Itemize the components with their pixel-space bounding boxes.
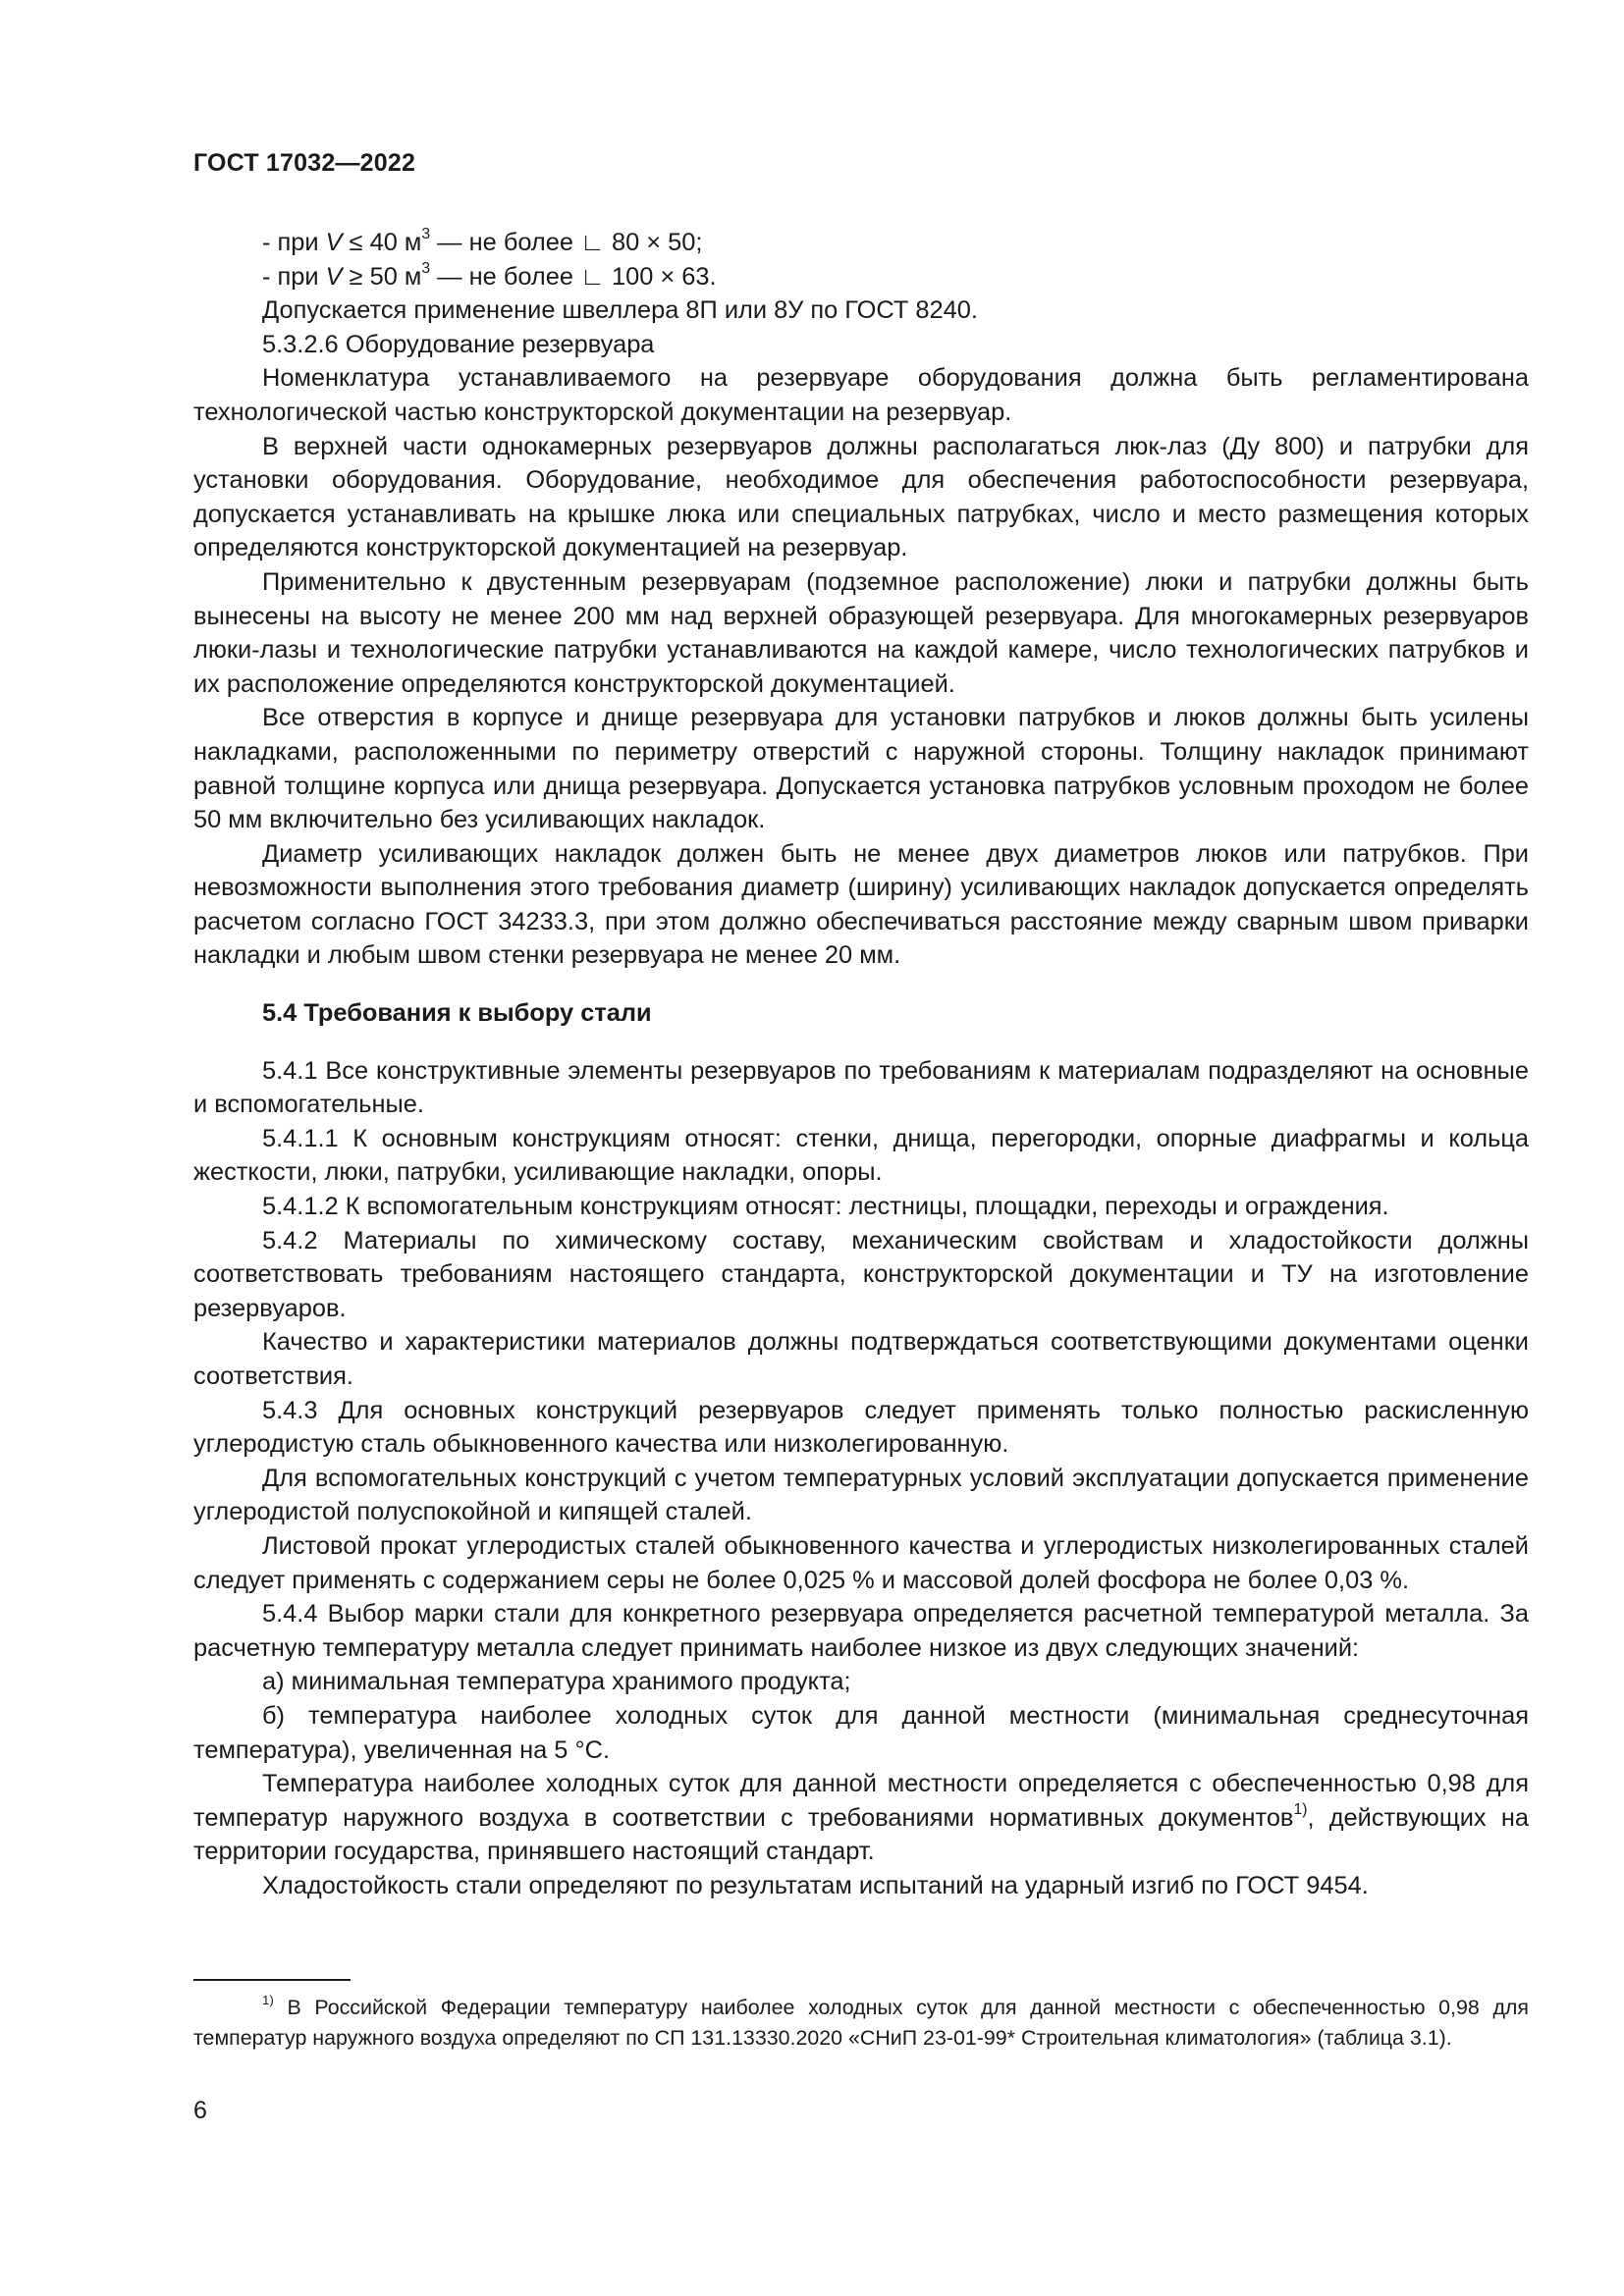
main-content: [193, 226, 1529, 1903]
paragraph: Все отверстия в корпусе и днище резервуара для установки патрубков и люков должны быть усилены накладками, расположенными по периметру отверстий с наружной стороны. Толщину накладок принимают равной толщине корпуса или днища резервуара. Допускается установка патрубков условным проходом не более 50 мм включительно без усиливающих накладок.: [193, 704, 1529, 834]
footnote-divider: [193, 1979, 351, 1981]
list-item: - при V ≤ 40 $м^3$ — не более ∟ 80 × 50;: [262, 226, 703, 256]
footnote: $^{1)}$ В Российской Федерации температуру наиболее холодных суток для данной местности с обеспеченностью 0,98 для температур наружного воздуха определяют по СП 131.13330.2020 «СНиП 23-01-99* Строительная климатология» (таблица 3.1).: [193, 1993, 1529, 2050]
paragraph: Температура наиболее холодных суток для данной местности определяется с обеспеченностью 0,98 для температур наружного воздуха в соответствии с требованиями нормативных документов$^{1)}$, действующих на территории государства, принявшего настоящий стандарт.: [193, 1770, 1529, 1866]
list-item: а) минимальная температура хранимого продукта;: [262, 1668, 851, 1696]
paragraph: Хладостойкость стали определяют по результатам испытаний на ударный изгиб по ГОСТ 9454.: [262, 1871, 1369, 1899]
section-heading: 5.4 Требования к выбору стали: [262, 999, 652, 1028]
paragraph: Листовой прокат углеродистых сталей обыкновенного качества и углеродистых низколегированных сталей следует применять с содержанием серы не более 0,025 % и массовой долей фосфора не более 0,03 %.: [193, 1531, 1529, 1594]
clause-title: 5.3.2.6 Оборудование резервуара: [262, 330, 655, 358]
paragraph: 5.4.3 Для основных конструкций резервуаров следует применять только полностью раскисленную углеродистую сталь обыкновенного качества или низколегированную.: [193, 1396, 1529, 1459]
paragraph: Для вспомогательных конструкций с учетом температурных условий эксплуатации допускается применение углеродистой полуспокойной и кипящей сталей.: [193, 1464, 1529, 1526]
paragraph: 5.4.1 Все конструктивные элементы резервуаров по требованиям к материалам подразделяют на основные и вспомогательные.: [193, 1056, 1529, 1119]
paragraph: Допускается применение швеллера 8П или 8У по ГОСТ 8240.: [262, 296, 978, 325]
paragraph: Номенклатура устанавливаемого на резервуаре оборудования должна быть регламентирована технологической частью конструкторской документации на резервуар.: [193, 364, 1529, 426]
paragraph: Диаметр усиливающих накладок должен быть не менее двух диаметров люков или патрубков. При невозможности выполнения этого требования диаметр (ширину) усиливающих накладок допускается определять расчетом согласно ГОСТ 34233.3, при этом должно обеспечиваться расстояние между сварным швом приварки накладки и любым швом стенки резервуара не менее 20 мм.: [193, 839, 1529, 970]
paragraph: 5.4.4 Выбор марки стали для конкретного резервуара определяется расчетной температурой металла. За расчетную температуру металла следует принимать наиболее низкое из двух следующих значений:: [193, 1600, 1529, 1662]
footnote-marker: 1): [262, 1993, 274, 2008]
list-item: б) температура наиболее холодных суток для данной местности (минимальная среднесуточная температура), увеличенная на 5 °С.: [193, 1701, 1529, 1764]
document-header: ГОСТ 17032—2022: [193, 149, 416, 177]
paragraph: В верхней части однокамерных резервуаров должны располагаться люк-лаз (Ду 800) и патрубки для установки оборудования. Оборудование, необходимое для обеспечения работоспособности резервуара, допускается устанавливать на крышке люка или специальных патрубках, число и место размещения которых определяются конструкторской документацией на резервуар.: [193, 432, 1529, 562]
list-item: - при V ≥ 50 $м^3$ — не более ∟ 100 × 63.: [262, 259, 717, 291]
paragraph: 5.4.1.2 К вспомогательным конструкциям относят: лестницы, площадки, переходы и ограждения.: [262, 1193, 1389, 1221]
paragraph: Применительно к двустенным резервуарам (подземное расположение) люки и патрубки должны быть вынесены на высоту не менее 200 мм над верхней образующей резервуара. Для многокамерных резервуаров люки-лазы и технологические патрубки устанавливаются на каждой камере, число технологических патрубков и их расположение определяются конструкторской документацией.: [193, 567, 1529, 698]
page-number: 6: [193, 2097, 207, 2124]
paragraph: 5.4.2 Материалы по химическому составу, механическим свойствам и хладостойкости должны соответствовать требованиям настоящего стандарта, конструкторской документации и ТУ на изготовление резервуаров.: [193, 1226, 1529, 1322]
paragraph: Качество и характеристики материалов должны подтверждаться соответствующими документами оценки соответствия.: [193, 1328, 1529, 1390]
footnote-ref[interactable]: 1): [1293, 1800, 1308, 1818]
paragraph: 5.4.1.1 К основным конструкциям относят: стенки, днища, перегородки, опорные диафрагмы и кольца жесткости, люки, патрубки, усиливающие накладки, опоры.: [193, 1124, 1529, 1187]
